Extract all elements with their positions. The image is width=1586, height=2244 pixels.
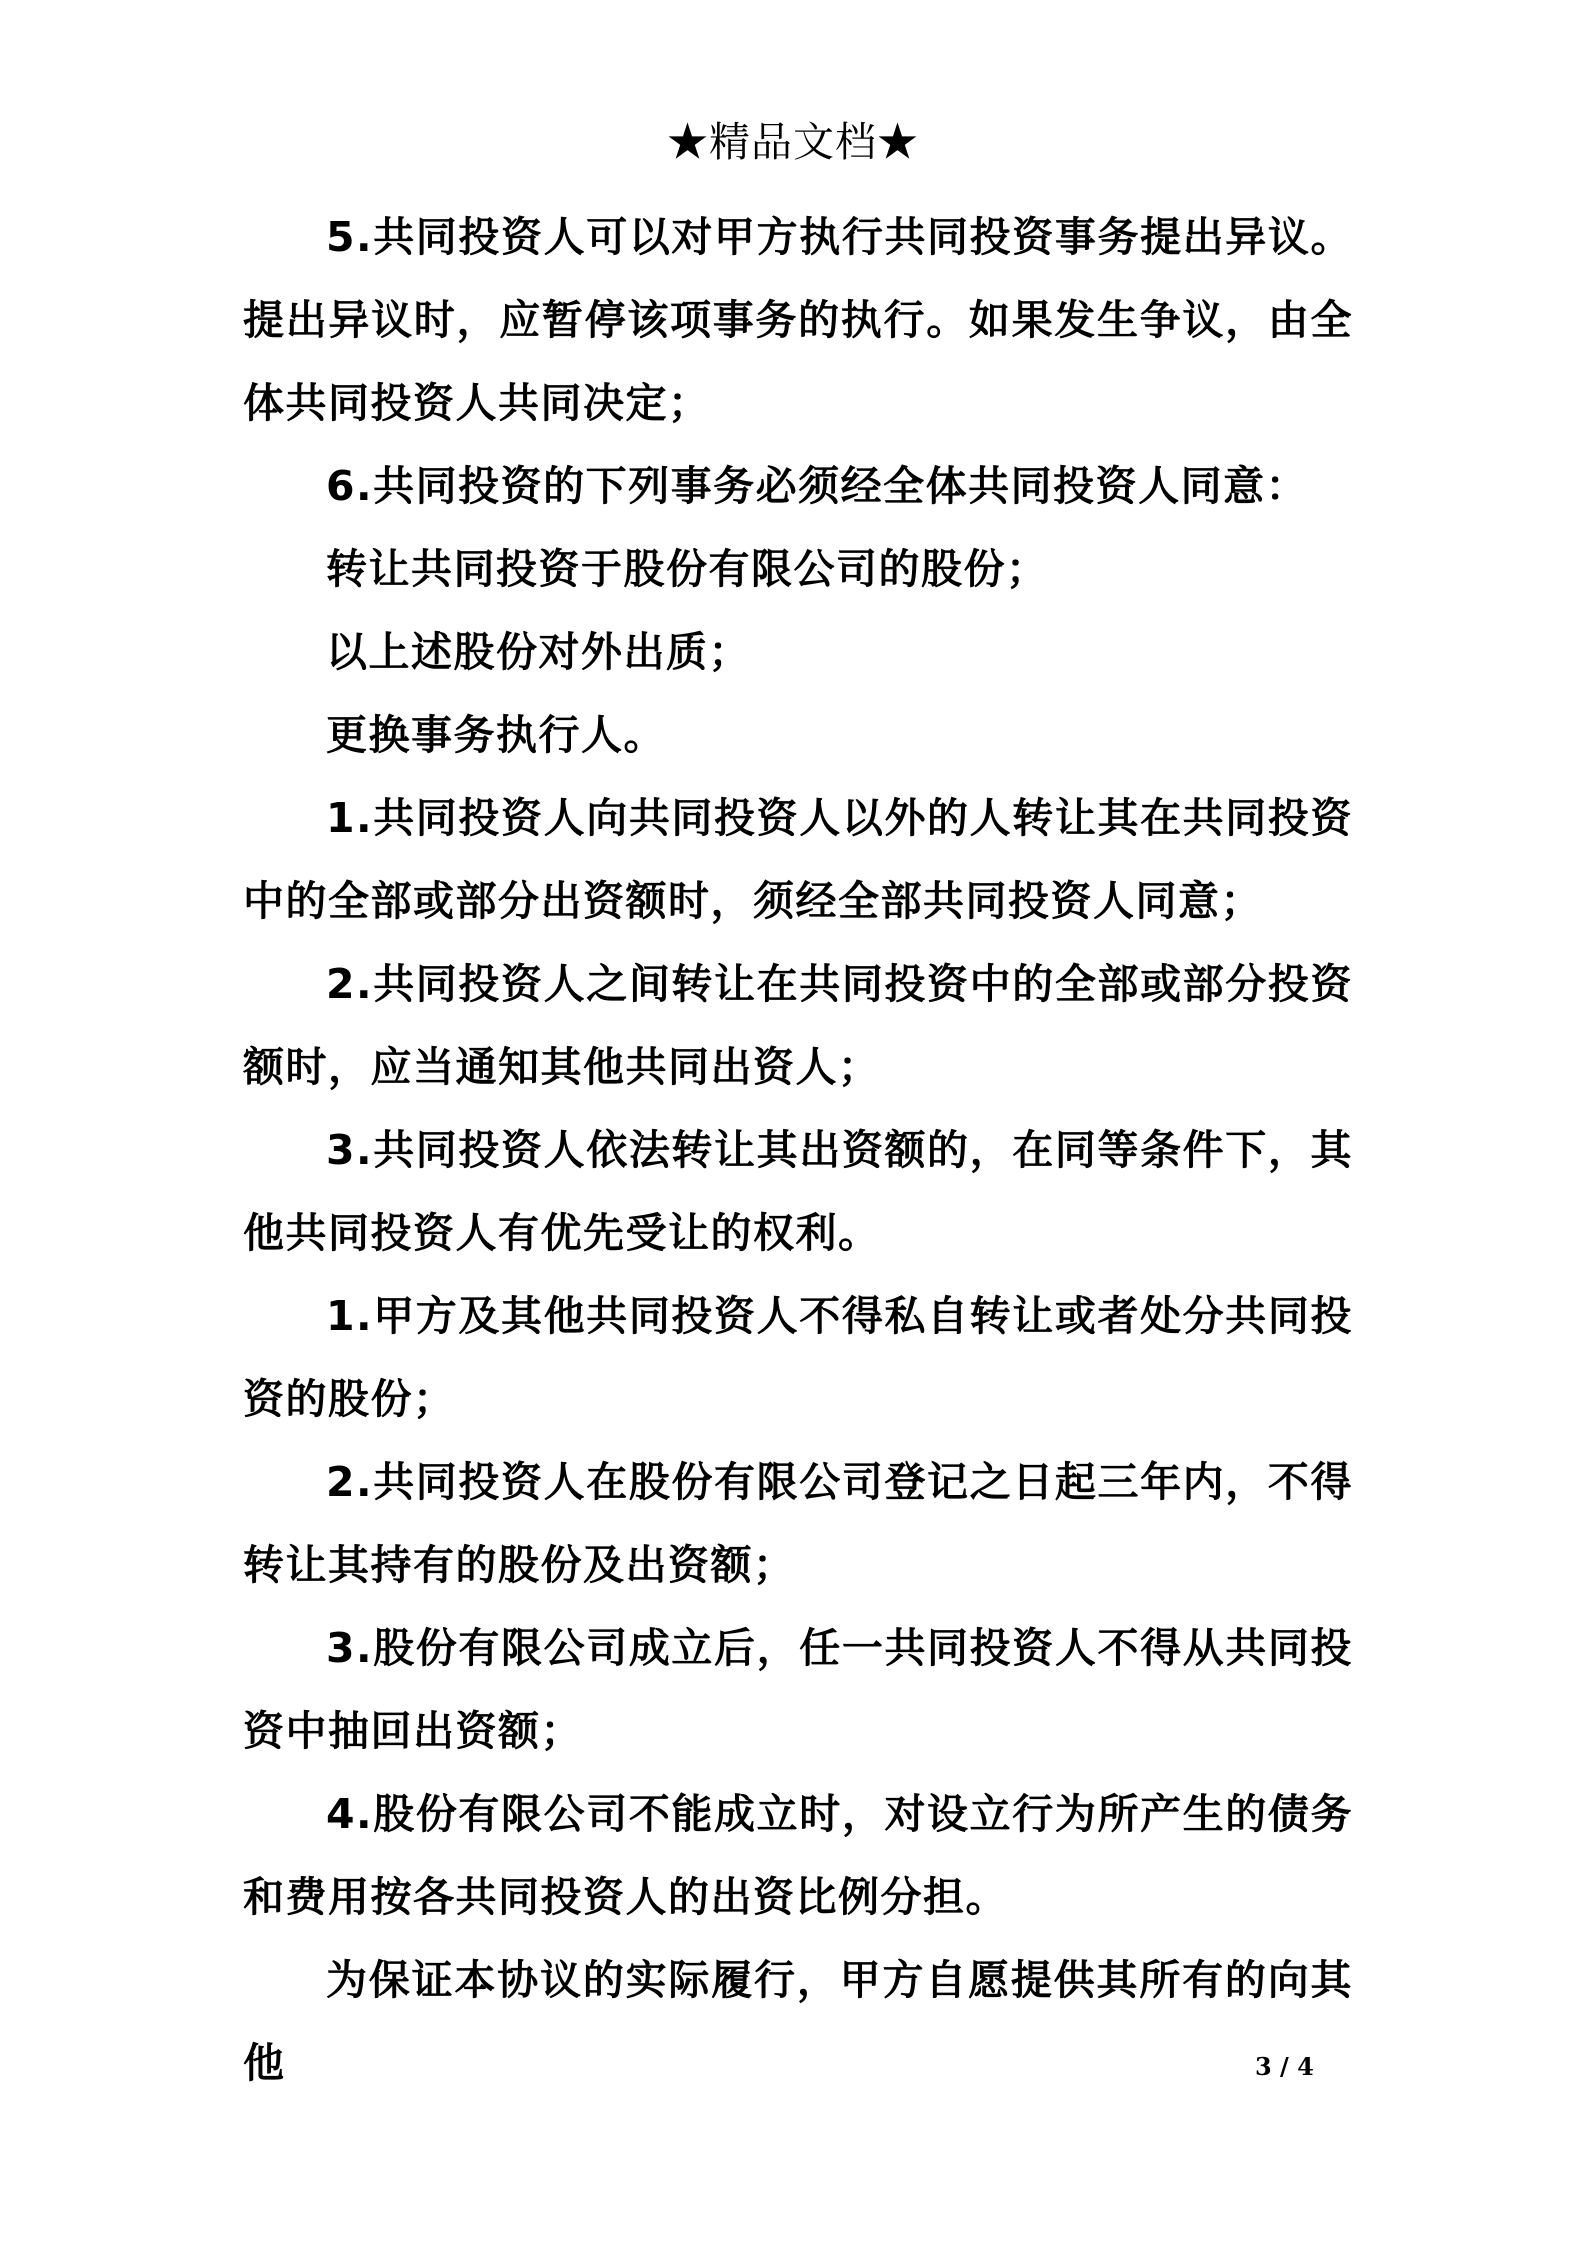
paragraph: 3.共同投资人依法转让其出资额的，在同等条件下，其他共同投资人有优先受让的权利。 <box>243 1126 1353 1257</box>
paragraph: 6.共同投资的下列事务必须经全体共同投资人同意： <box>326 462 1309 510</box>
paragraph: 5.共同投资人可以对甲方执行共同投资事务提出异议。提出异议时，应暂停该项事务的执行。如果发生争议，由全体共同投资人共同决定； <box>243 213 1353 427</box>
paragraph: 3.股份有限公司成立后，任一共同投资人不得从共同投资中抽回出资额； <box>243 1624 1353 1755</box>
document-body <box>243 196 1353 2105</box>
paragraph: 转让共同投资于股份有限公司的股份； <box>326 545 1049 593</box>
paragraph: 1.共同投资人向共同投资人以外的人转让其在共同投资中的全部或部分出资额时，须经全部共同投资人同意； <box>243 794 1353 925</box>
paragraph: 为保证本协议的实际履行，甲方自愿提供其所有的向其他 <box>243 1956 1353 2087</box>
page-number: 3 / 4 <box>1255 2052 1314 2081</box>
paragraph: 4.股份有限公司不能成立时，对设立行为所产生的债务和费用按各共同投资人的出资比例分担。 <box>243 1790 1353 1921</box>
paragraph: 1.甲方及其他共同投资人不得私自转让或者处分共同投资的股份； <box>243 1292 1353 1423</box>
paragraph: 2.共同投资人在股份有限公司登记之日起三年内，不得转让其持有的股份及出资额； <box>243 1458 1353 1589</box>
paragraph: 以上述股份对外出质； <box>326 628 751 676</box>
paragraph: 更换事务执行人。 <box>326 711 666 759</box>
paragraph: 2.共同投资人之间转让在共同投资中的全部或部分投资额时，应当通知其他共同出资人； <box>243 960 1353 1091</box>
page-header-title: ★精品文档★ <box>667 118 919 166</box>
